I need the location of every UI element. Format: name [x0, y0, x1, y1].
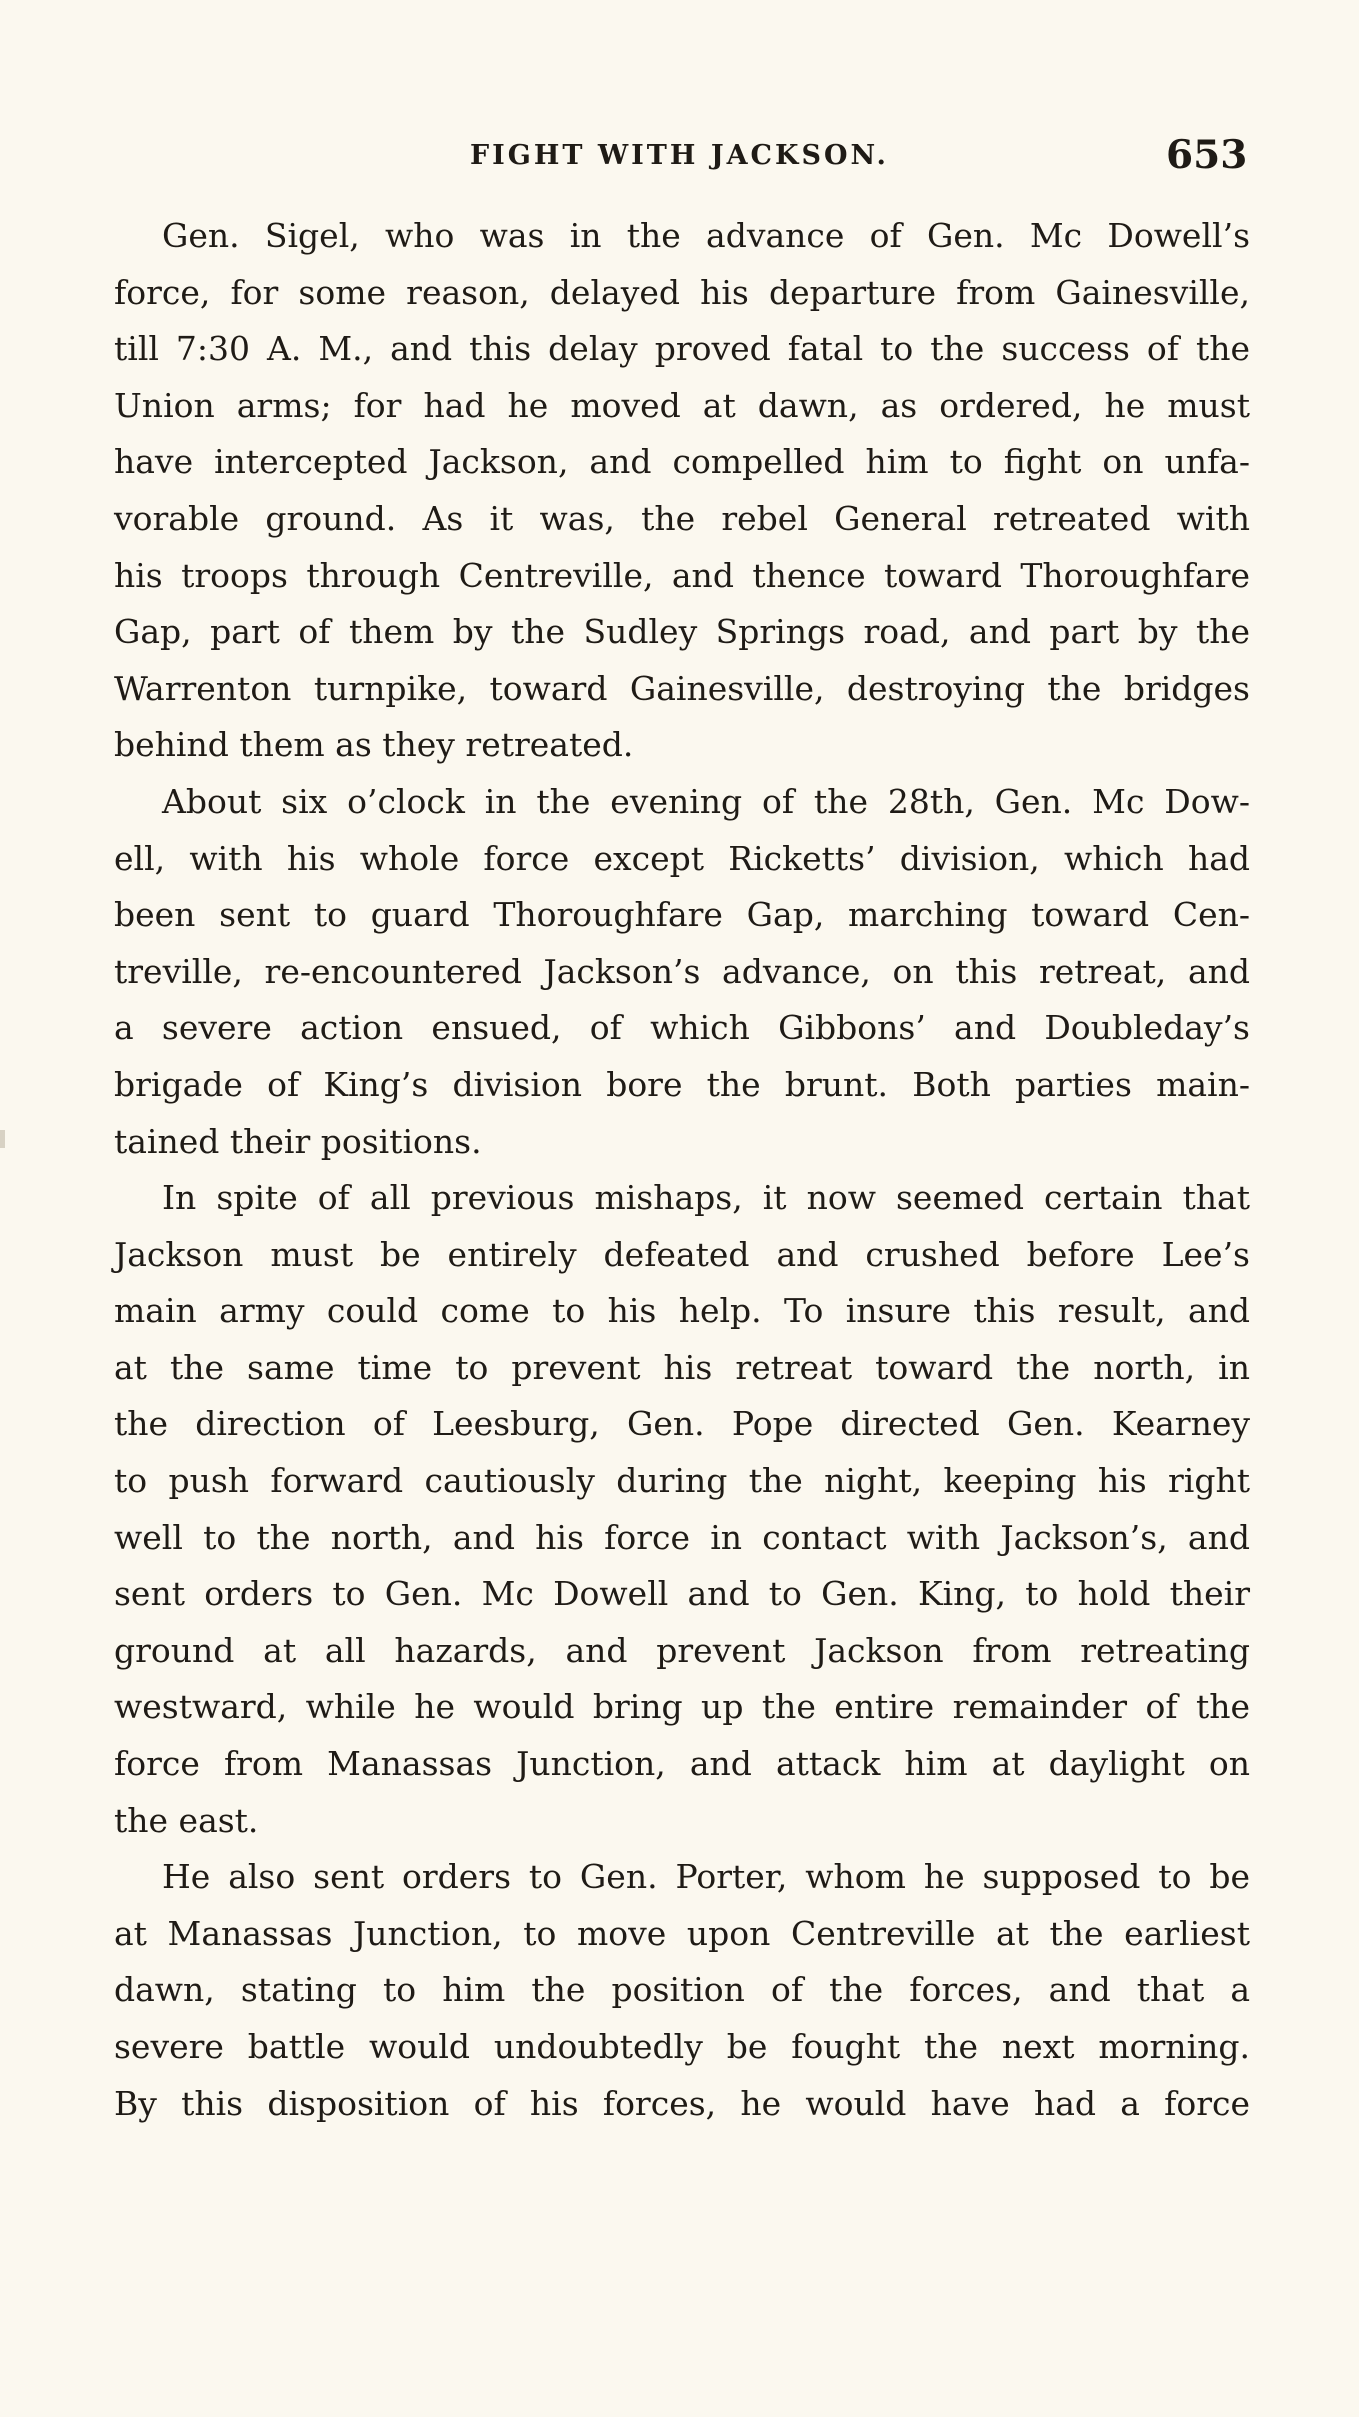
- text-line: Gen. Sigel, who was in the advance of Gen. Mc Dowell’s: [162, 216, 1250, 255]
- paragraph: [114, 208, 1250, 774]
- text-line: treville, re-encountered Jackson’s advance, on this retreat, and: [114, 951, 1250, 991]
- text-line: force, for some reason, delayed his departure from Gainesville,: [114, 272, 1250, 312]
- text-line: been sent to guard Thoroughfare Gap, marching toward Cen-: [114, 895, 1250, 935]
- paragraph: [114, 1849, 1250, 2132]
- text-line: About six o’clock in the evening of the 28th, Gen. Mc Dow-: [162, 781, 1250, 821]
- text-line: ground at all hazards, and prevent Jackson from retreating: [114, 1630, 1250, 1670]
- text-line: behind them as they retreated.: [114, 725, 634, 765]
- text-line: ell, with his whole force except Ricketts’ division, which had: [114, 838, 1250, 878]
- text-line: brigade of King’s division bore the brunt. Both parties main-: [114, 1064, 1250, 1104]
- text-line: dawn, stating to him the position of the forces, and that a: [114, 1970, 1250, 2010]
- text-line: westward, while he would bring up the entire remainder of the: [114, 1687, 1250, 1727]
- body-text: [114, 208, 1250, 2132]
- text-line: In spite of all previous mishaps, it now seemed certain that: [162, 1178, 1250, 1218]
- paragraph: [114, 1170, 1250, 1849]
- text-line: Union arms; for had he moved at dawn, as ordered, he must: [114, 385, 1250, 425]
- text-line: have intercepted Jackson, and compelled him to fight on unfa-: [114, 442, 1250, 482]
- text-line: till 7:30 A. M., and this delay proved fatal to the success of the: [114, 329, 1250, 369]
- running-head: [0, 132, 1359, 182]
- text-line: his troops through Centreville, and thence toward Thoroughfare: [114, 555, 1250, 595]
- text-line: main army could come to his help. To insure this result, and: [114, 1291, 1250, 1331]
- text-line: He also sent orders to Gen. Porter, whom he supposed to be: [162, 1857, 1250, 1897]
- text-line: at Manassas Junction, to move upon Centreville at the earliest: [114, 1913, 1250, 1953]
- paragraph: [114, 774, 1250, 1170]
- text-line: By this disposition of his forces, he would have had a force: [114, 2083, 1250, 2123]
- text-line: the direction of Leesburg, Gen. Pope directed Gen. Kearney: [114, 1404, 1250, 1444]
- text-line: the east.: [114, 1800, 259, 1840]
- text-line: tained their positions.: [114, 1121, 482, 1161]
- page-number: 653: [1166, 132, 1248, 178]
- text-line: sent orders to Gen. Mc Dowell and to Gen. King, to hold their: [114, 1574, 1250, 1614]
- text-line: vorable ground. As it was, the rebel General retreated with: [114, 498, 1250, 538]
- text-line: severe battle would undoubtedly be fought the next morning.: [114, 2027, 1250, 2066]
- running-title: FIGHT WITH JACKSON.: [470, 140, 889, 171]
- text-line: Gap, part of them by the Sudley Springs road, and part by the: [114, 612, 1250, 652]
- text-line: Jackson must be entirely defeated and crushed before Lee’s: [114, 1234, 1250, 1274]
- text-line: a severe action ensued, of which Gibbons’ and Doubleday’s: [114, 1008, 1250, 1048]
- page-edge-mark: [0, 1130, 5, 1148]
- text-line: well to the north, and his force in contact with Jackson’s, and: [114, 1517, 1250, 1557]
- text-line: at the same time to prevent his retreat toward the north, in: [114, 1347, 1250, 1387]
- text-line: Warrenton turnpike, toward Gainesville, destroying the bridges: [114, 668, 1250, 708]
- text-line: to push forward cautiously during the night, keeping his right: [114, 1461, 1250, 1501]
- text-line: force from Manassas Junction, and attack him at daylight on: [114, 1744, 1250, 1784]
